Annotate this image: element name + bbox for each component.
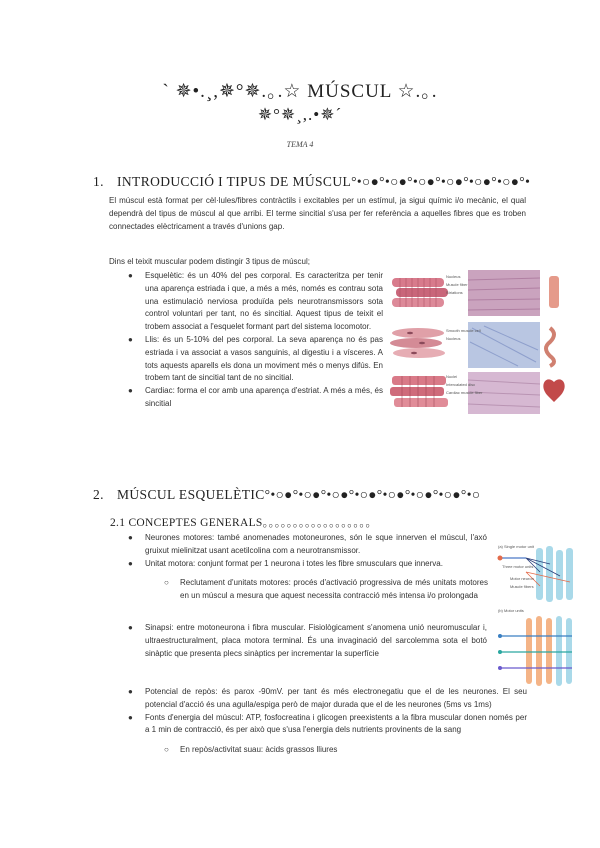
figure-label: Motor neuron [510, 576, 534, 581]
figure-label: Nucleus [446, 336, 461, 341]
list-item-text: Cardiac: forma el cor amb una aparença d'estriat. A més a més, és sincitial [145, 386, 383, 408]
section-1-title: INTRODUCCIÓ I TIPUS DE MÚSCUL°•○●°•○●°•○●°•○●°•○●°•○●°• [117, 174, 531, 189]
figure-label: Muscle fibers [510, 584, 534, 589]
circle-bullet-icon: ○ [164, 578, 169, 587]
section-1-number: 1. [93, 174, 104, 189]
figure-label: Striations [446, 290, 463, 295]
cardiac-muscle-drawing [390, 376, 448, 407]
section-1-intro: El múscul està format per cèl·lules/fibres contràctils i excitables per un estímul, ja sigui químic i/o mecànic, el qual dependrà del tipus de múscul al que arribi. El terme sincitial s'usa per fer referència a aquelles fibres que es troben connectades elèctricament a través d'unions gap. [109, 196, 526, 231]
figure-label: (b) Motor units [498, 608, 524, 613]
list-item [128, 712, 527, 738]
intestine-icon [546, 328, 554, 366]
section-2-heading [93, 487, 480, 503]
figure-label: Nuclei [446, 374, 458, 379]
sub-list-item [164, 744, 480, 757]
figure-label: Cardiac muscle fiber [446, 390, 483, 395]
smooth-muscle-drawing [390, 328, 445, 358]
figure-label: Muscle fiber [446, 282, 468, 287]
document-subtitle: TEMA 4 [286, 140, 314, 149]
heart-icon [543, 379, 564, 402]
list-item [128, 532, 487, 558]
arm-icon [549, 276, 559, 308]
list-item-text: Unitat motora: conjunt format per 1 neurona i totes les fibre smusculars que innerva. [145, 558, 443, 568]
recruitment-sublist [164, 577, 488, 603]
section-1-lead: Dins el teixit muscular podem distingir 3 tipus de múscul; [109, 257, 310, 266]
skeletal-muscle-drawing [392, 278, 448, 307]
list-item [128, 686, 527, 712]
list-item-text: Llis: és un 5-10% del pes corporal. La seva aparença no és pas estriada i va associat a vasos sanguinis, al digestiu i a vísceres. A tots aquests aparells els dona un moviment més o menys difús. En trobem tant de sincitial tant de no sincitial. [145, 334, 383, 383]
document-title-line1: ` ✵•.¸,✵°✵.｡.☆ MÚSCUL ☆.｡. [162, 81, 438, 102]
motor-unit-figure [496, 542, 580, 690]
concepts-list-a [128, 532, 487, 570]
sub-list-item-text: En repòs/activitat suau: àcids grassos lliures [180, 745, 338, 754]
list-item-text: Neurones motores: també anomenades motoneurones, són le sque innerven el múscul, l'axó gruixut mielinitzat usant acetilcolina com a neurotransmissor. [145, 533, 487, 555]
bullet-icon: ● [128, 687, 133, 696]
list-item-text: Potencial de repòs: és parox -90mV. per tant és més electronegatiu que el de les neurones. El seu potencial d'acció és una agulla/espiga però de major durada que el de les neurones (5ms vs 1ms) [145, 687, 527, 709]
bullet-icon: ● [128, 533, 133, 542]
list-item [128, 334, 383, 385]
figure-label: Nucleus [446, 274, 461, 279]
list-item-text: Fonts d'energia del múscul: ATP, fosfocreatina i glicogen preexistents a la fibra muscular donen només per a 1 min de contracció, és per això que s'usa l'energia dels nutrients provinents de la sang [145, 712, 527, 735]
bullet-icon: ● [128, 558, 133, 568]
list-item [128, 270, 383, 334]
list-item [128, 622, 487, 660]
section-2-number: 2. [93, 487, 104, 502]
concepts-list-c [128, 686, 527, 737]
muscle-types-list [128, 270, 383, 411]
bullet-icon: ● [128, 623, 133, 632]
figure-label: Intercalated disc [446, 382, 476, 387]
list-item [128, 385, 383, 411]
energy-sublist [164, 744, 480, 757]
sub-list-item-text: Reclutament d'unitats motores: procés d'activació progressiva de més unitats motores en un múscul a mesura que aquest necessita contracció més intensa i/o prolongada [180, 578, 488, 600]
list-item-text: Sinapsi: entre motoneurona i fibra muscular. Fisiològicament s'anomena unió neuromuscular i, ultraestructuralment, placa motora terminal. És una invaginació del sarcolemma sota el botó sinàptic que presenta plecs sinàptics per incrementar la superfície [145, 623, 487, 658]
figure-label: (a) Single motor unit [498, 544, 535, 549]
concepts-list-b [128, 622, 487, 660]
list-item [128, 558, 487, 571]
bullet-icon: ● [128, 334, 133, 344]
list-item-text: Esquelètic: és un 40% del pes corporal. Es caracteritza per tenir una aparença estriada i que, a més a més, només es contrau sota una estimulació nerviosa produïda pels neurotransmissors sota control voluntari per tant, no és sincitial. Aquest tipus de teixit el trobem associat a l'esquelet formant part del sistema locomotor. [145, 271, 383, 332]
bullet-icon: ● [128, 712, 133, 722]
document-title-line2: ✵°✵¸,.•✵´ [257, 105, 343, 124]
bullet-icon: ● [128, 386, 133, 396]
section-1-heading [93, 174, 530, 190]
bullet-icon: ● [128, 271, 133, 280]
figure-label: Three motor units [502, 564, 534, 569]
circle-bullet-icon: ○ [164, 745, 169, 754]
section-2-title: MÚSCUL ESQUELÈTIC°•○●°•○●°•○●°•○●°•○●°•○●°•○●°•○ [117, 487, 481, 502]
subsection-2-1-heading: 2.1 CONCEPTES GENERALS。。。。。。。。。。。。。。。。。。 [110, 517, 378, 529]
figure-label: Smooth muscle cell [446, 328, 481, 333]
sub-list-item [164, 577, 488, 603]
muscle-tissue-figure [388, 268, 575, 416]
